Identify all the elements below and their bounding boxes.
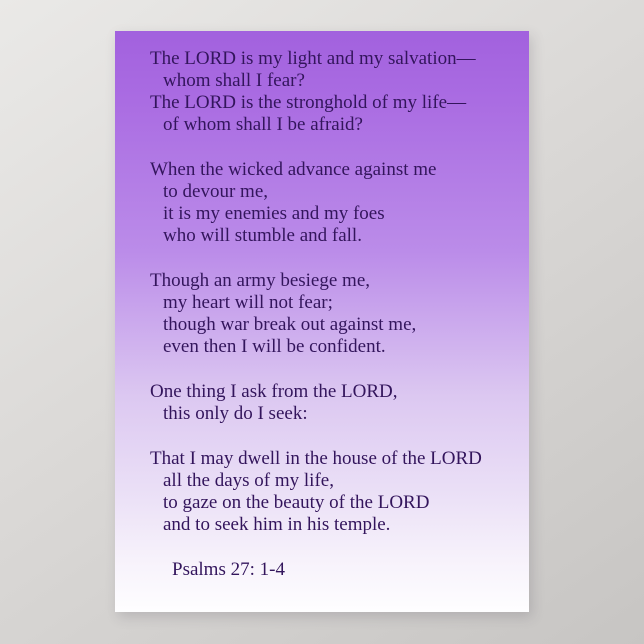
psalm-line: to devour me,	[163, 181, 269, 202]
stanza-verse-4b	[150, 448, 513, 536]
psalm-line: to gaze on the beauty of the LORD	[163, 492, 430, 513]
stanza-verse-4a	[150, 381, 513, 425]
psalm-text-block	[150, 48, 513, 581]
psalm-line: it is my enemies and my foes	[163, 203, 385, 224]
psalm-line: Though an army besiege me,	[150, 270, 371, 291]
psalm-poster	[115, 31, 529, 612]
psalm-line: The LORD is the stronghold of my life—	[150, 92, 467, 113]
stanza-verse-1	[150, 48, 513, 136]
psalm-line: whom shall I fear?	[163, 70, 305, 91]
psalm-line: my heart will not fear;	[163, 292, 333, 313]
psalm-line: When the wicked advance against me	[150, 159, 437, 180]
psalm-line: and to seek him in his temple.	[163, 514, 391, 535]
stanza-verse-2	[150, 159, 513, 247]
psalm-line: even then I will be confident.	[163, 336, 386, 357]
psalm-line: The LORD is my light and my salvation—	[150, 48, 476, 69]
psalm-attribution: Psalms 27: 1-4	[172, 559, 285, 580]
psalm-line: all the days of my life,	[163, 470, 334, 491]
psalm-line: That I may dwell in the house of the LORD	[150, 448, 482, 469]
stanza-verse-3	[150, 270, 513, 358]
psalm-line: this only do I seek:	[163, 403, 308, 424]
psalm-line: though war break out against me,	[163, 314, 417, 335]
psalm-line: who will stumble and fall.	[163, 225, 362, 246]
psalm-line: of whom shall I be afraid?	[163, 114, 363, 135]
psalm-line: One thing I ask from the LORD,	[150, 381, 398, 402]
